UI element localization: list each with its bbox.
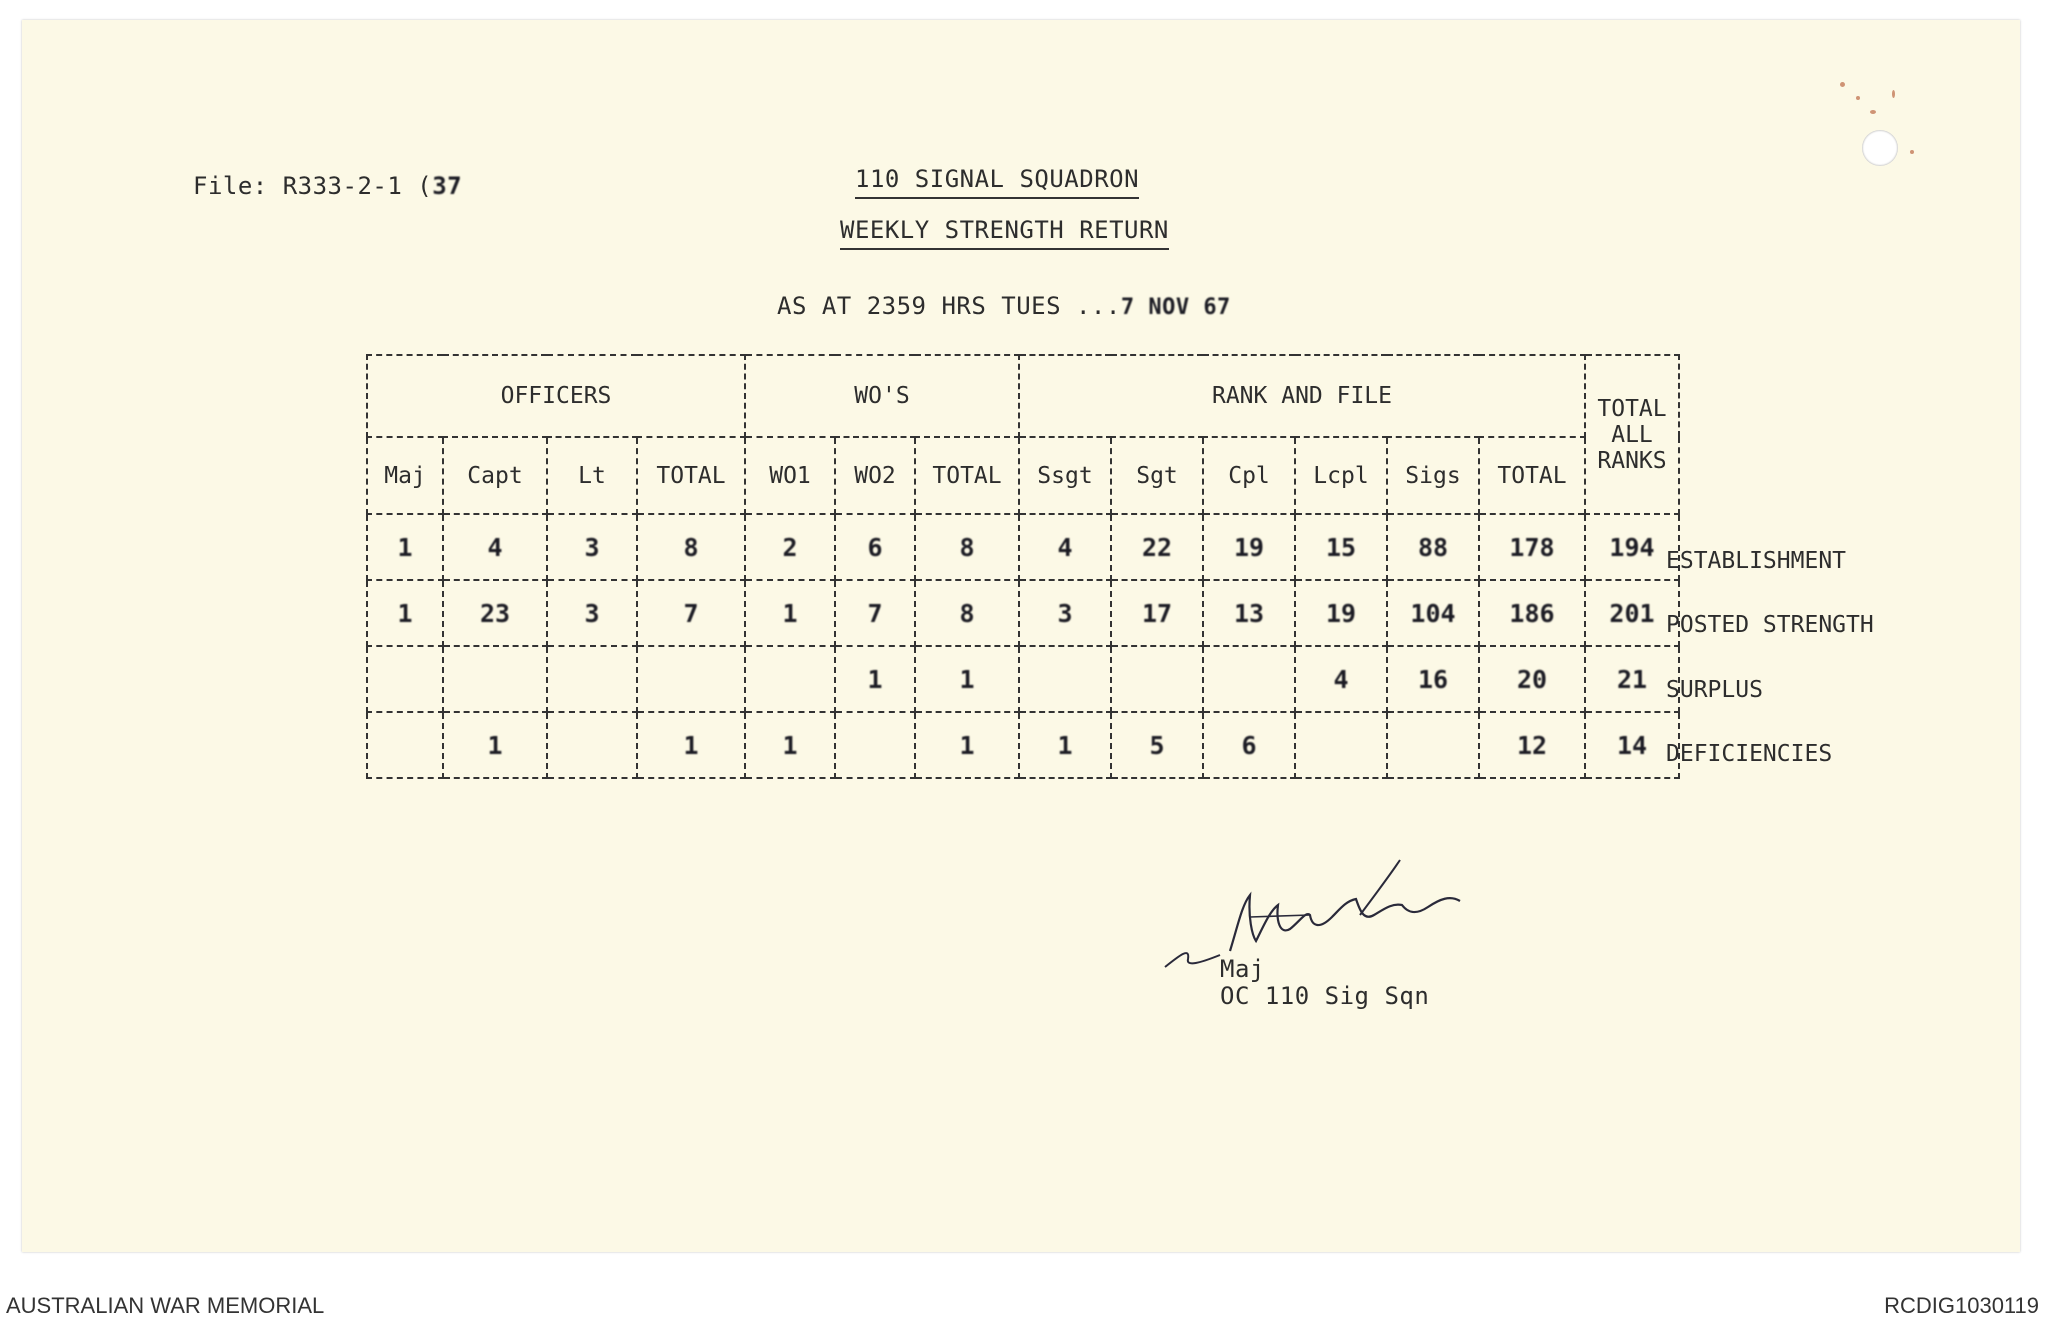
as-at-line: [777, 292, 1231, 320]
table-cell: 7: [637, 580, 745, 646]
document-subtitle: WEEKLY STRENGTH RETURN: [840, 216, 1169, 250]
table-cell: [547, 712, 637, 778]
table-cell: 5: [1111, 712, 1203, 778]
rust-mark: [1892, 90, 1895, 98]
table-cell: 1: [367, 580, 443, 646]
strength-table: [366, 354, 1680, 779]
table-cell: 4: [1295, 646, 1387, 712]
row-label-surplus: SURPLUS: [1666, 677, 1763, 703]
table-row-surplus: [367, 646, 1679, 712]
col-header-wo1: WO1: [745, 437, 835, 514]
table-cell: 186: [1479, 580, 1585, 646]
table-cell: 19: [1295, 580, 1387, 646]
as-at-label: AS AT 2359 HRS TUES ...: [777, 292, 1121, 320]
col-header-cpl: Cpl: [1203, 437, 1295, 514]
table-cell: [1387, 712, 1479, 778]
table-cell: [443, 646, 547, 712]
col-header-rank-file-total: TOTAL: [1479, 437, 1585, 514]
archive-id: RCDIG1030119: [1884, 1293, 2039, 1318]
as-at-date-stamp: 7 NOV 67: [1120, 295, 1231, 320]
table-cell: 6: [1203, 712, 1295, 778]
group-rank-and-file: RANK AND FILE: [1019, 355, 1585, 437]
punch-hole: [1862, 130, 1898, 166]
table-row-posted-strength: [367, 580, 1679, 646]
table-cell: 4: [1019, 514, 1111, 580]
table-cell: [835, 712, 915, 778]
table-cell: 6: [835, 514, 915, 580]
signature-image: [1160, 855, 1510, 985]
table-cell: 21: [1585, 646, 1679, 712]
table-cell: 8: [915, 514, 1019, 580]
col-header-maj: Maj: [367, 437, 443, 514]
table-cell: 1: [745, 580, 835, 646]
table-cell: 4: [443, 514, 547, 580]
table-cell: 201: [1585, 580, 1679, 646]
table-cell: [1111, 646, 1203, 712]
table-cell: 178: [1479, 514, 1585, 580]
table-cell: 1: [443, 712, 547, 778]
table-cell: 7: [835, 580, 915, 646]
rust-mark: [1910, 150, 1914, 154]
table-cell: 1: [637, 712, 745, 778]
document-title: 110 SIGNAL SQUADRON: [855, 165, 1139, 199]
col-header-ssgt: Ssgt: [1019, 437, 1111, 514]
group-wos: WO'S: [745, 355, 1019, 437]
table-cell: [745, 646, 835, 712]
file-reference: [193, 172, 462, 200]
rust-mark: [1870, 110, 1876, 114]
table-cell: 88: [1387, 514, 1479, 580]
table-cell: 8: [915, 580, 1019, 646]
table-cell: 194: [1585, 514, 1679, 580]
table-cell: [367, 646, 443, 712]
col-header-wo2: WO2: [835, 437, 915, 514]
signatory-appointment: OC 110 Sig Sqn: [1220, 982, 1430, 1010]
group-header-row: [367, 355, 1679, 437]
table-cell: 15: [1295, 514, 1387, 580]
table-row-establishment: [367, 514, 1679, 580]
file-reference-label: File: R333-2-1 (: [193, 172, 433, 200]
col-header-officers-total: TOTAL: [637, 437, 745, 514]
col-header-wos-total: TOTAL: [915, 437, 1019, 514]
table-cell: [637, 646, 745, 712]
table-cell: 20: [1479, 646, 1585, 712]
table-cell: 1: [915, 646, 1019, 712]
table-cell: 13: [1203, 580, 1295, 646]
signatory-rank: Maj: [1220, 955, 1265, 983]
archive-credit: AUSTRALIAN WAR MEMORIAL: [6, 1293, 325, 1318]
rust-mark: [1840, 82, 1845, 87]
table-cell: 17: [1111, 580, 1203, 646]
table-cell: 3: [547, 580, 637, 646]
table-cell: 1: [367, 514, 443, 580]
table-row-deficiencies: [367, 712, 1679, 778]
table-cell: 8: [637, 514, 745, 580]
table-cell: 1: [745, 712, 835, 778]
group-officers: OFFICERS: [367, 355, 745, 437]
table-cell: 1: [835, 646, 915, 712]
col-header-capt: Capt: [443, 437, 547, 514]
row-label-posted-strength: POSTED STRENGTH: [1666, 612, 1874, 638]
table-cell: 2: [745, 514, 835, 580]
column-header-row: [367, 437, 1679, 514]
rust-mark: [1856, 96, 1860, 100]
group-total-all-ranks: TOTAL ALL RANKS: [1585, 355, 1679, 514]
table-cell: [1203, 646, 1295, 712]
table-cell: [547, 646, 637, 712]
table-cell: [1019, 646, 1111, 712]
table-cell: 12: [1479, 712, 1585, 778]
table-cell: 3: [547, 514, 637, 580]
table-cell: 14: [1585, 712, 1679, 778]
table-cell: 1: [1019, 712, 1111, 778]
table-cell: 3: [1019, 580, 1111, 646]
table-cell: 16: [1387, 646, 1479, 712]
table-cell: 1: [915, 712, 1019, 778]
table-cell: 104: [1387, 580, 1479, 646]
file-reference-number: 37: [432, 172, 463, 200]
table-cell: 19: [1203, 514, 1295, 580]
row-label-deficiencies: DEFICIENCIES: [1666, 741, 1833, 767]
row-label-establishment: ESTABLISHMENT: [1666, 548, 1847, 574]
table-cell: [1295, 712, 1387, 778]
table-cell: 23: [443, 580, 547, 646]
col-header-lcpl: Lcpl: [1295, 437, 1387, 514]
table-cell: [367, 712, 443, 778]
col-header-sigs: Sigs: [1387, 437, 1479, 514]
col-header-lt: Lt: [547, 437, 637, 514]
table-cell: 22: [1111, 514, 1203, 580]
col-header-sgt: Sgt: [1111, 437, 1203, 514]
